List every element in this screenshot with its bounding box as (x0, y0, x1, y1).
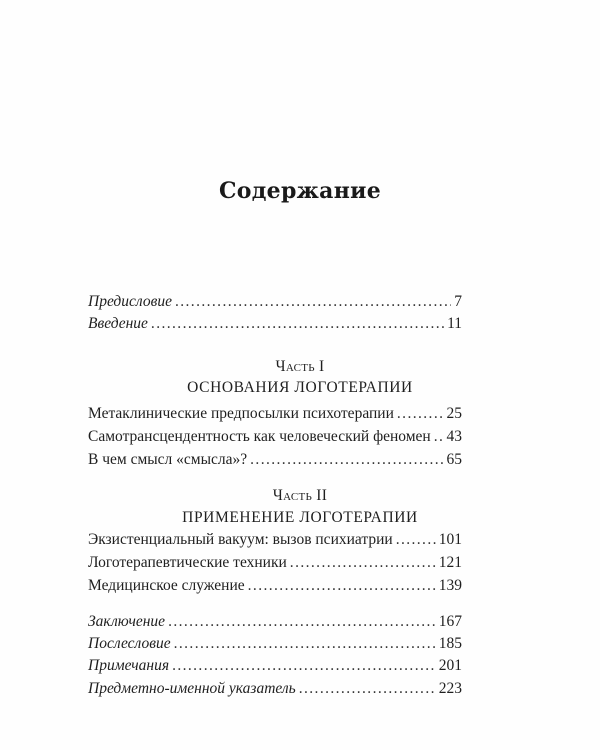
dot-leader (397, 404, 444, 424)
dot-leader (151, 314, 444, 334)
toc-entry-chapter (88, 427, 462, 447)
toc-entry-conclusion (88, 612, 462, 632)
part-2-title: ПРИМЕНЕНИЕ ЛОГОТЕРАПИИ (182, 509, 418, 526)
toc-entry-preface (88, 292, 462, 312)
page-title: Содержание (218, 178, 382, 204)
toc-page-number: 139 (438, 577, 462, 594)
toc-entry-label: Предисловие (88, 293, 172, 310)
dot-leader (396, 530, 436, 550)
toc-entry-label: Введение (88, 315, 148, 332)
dot-leader (174, 634, 436, 654)
toc-entry-chapter (88, 530, 462, 550)
dot-leader (434, 427, 444, 447)
toc-entry-label: Логотерапевтические техники (88, 554, 287, 571)
toc-entry-chapter (88, 576, 462, 596)
toc-page-number: 223 (438, 680, 462, 697)
toc-entry-label: Самотрансцендентность как человеческий феномен (88, 428, 431, 445)
part-1-title: ОСНОВАНИЯ ЛОГОТЕРАПИИ (187, 379, 413, 396)
toc-entry-index (88, 679, 462, 699)
dot-leader (168, 612, 436, 632)
dot-leader (250, 450, 443, 470)
toc-entry-label: Экзистенциальный вакуум: вызов психиатрии (88, 531, 393, 548)
toc-page-number: 121 (438, 554, 462, 571)
dot-leader (172, 656, 436, 676)
dot-leader (290, 553, 436, 573)
toc-entry-label: Предметно-именной указатель (88, 680, 296, 697)
toc-entry-notes (88, 656, 462, 676)
dot-leader (248, 576, 436, 596)
part-1-label: Часть I (275, 358, 325, 375)
toc-entry-label: Послесловие (88, 635, 171, 652)
toc-entry-label: Медицинское служение (88, 577, 245, 594)
toc-page-number: 65 (446, 451, 462, 468)
toc-entry-chapter (88, 553, 462, 573)
toc-entry-label: В чем смысл «смысла»? (88, 451, 248, 468)
toc-page-number: 25 (446, 405, 462, 422)
toc-page-number: 185 (438, 635, 462, 652)
toc-page-number: 101 (438, 531, 462, 548)
toc-entry-label: Метаклинические предпосылки психотерапии (88, 405, 394, 422)
part-2-label: Часть II (272, 487, 328, 504)
dot-leader (175, 292, 451, 312)
toc-page-number: 43 (446, 428, 462, 445)
toc-entry-chapter (88, 450, 462, 470)
toc-entry-chapter (88, 404, 462, 424)
toc-page-number: 7 (454, 293, 462, 310)
toc-entry-label: Примечания (88, 657, 170, 674)
toc-entry-introduction (88, 314, 462, 334)
toc-page-number: 11 (447, 315, 462, 332)
dot-leader (299, 679, 436, 699)
toc-page-number: 201 (438, 657, 462, 674)
toc-entry-afterword (88, 634, 462, 654)
toc-entry-label: Заключение (88, 613, 166, 630)
toc-page-number: 167 (438, 613, 462, 630)
